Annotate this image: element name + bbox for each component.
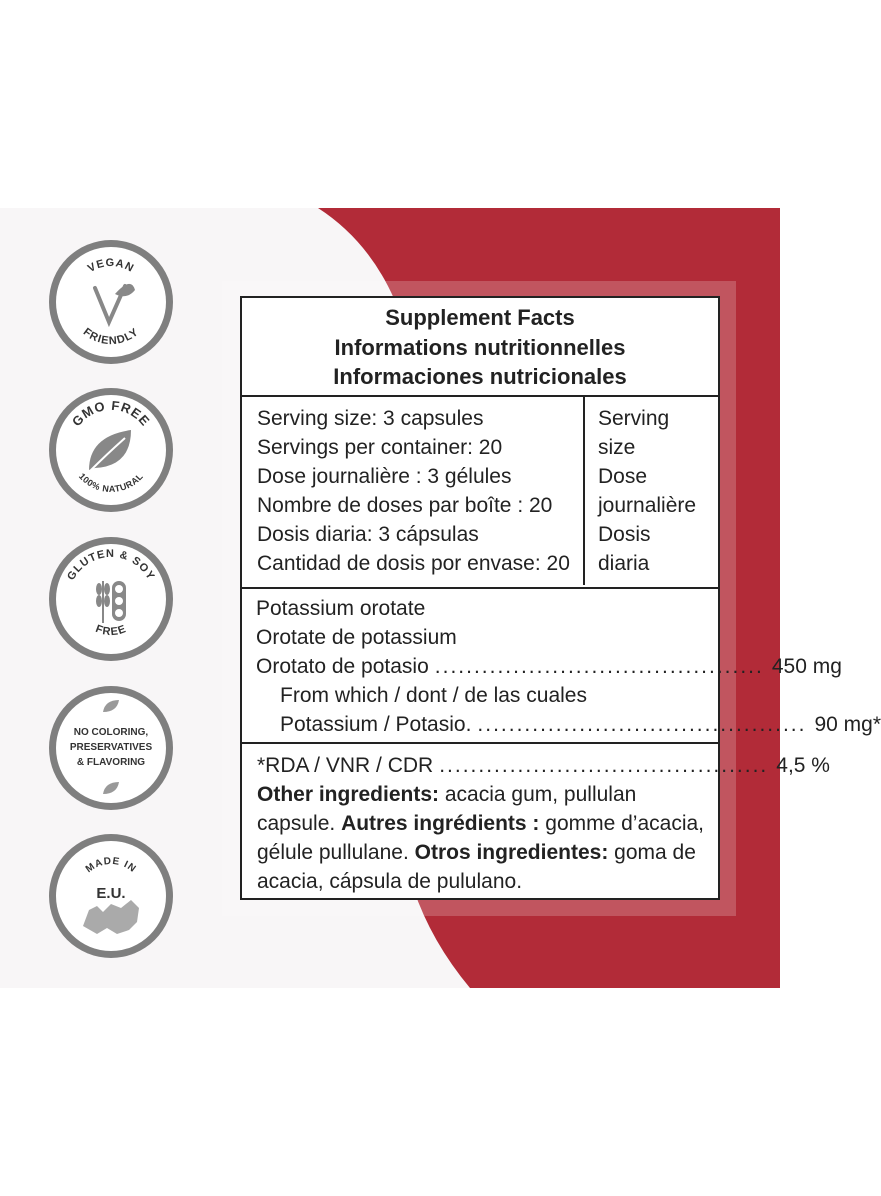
badge-text-bottom: 100% NATURAL bbox=[76, 471, 146, 495]
serving-right-line: Dose bbox=[598, 465, 648, 488]
footer-section bbox=[242, 744, 830, 896]
serving-right-line: journalière bbox=[598, 494, 697, 517]
badge-text-bottom: FRIENDLY bbox=[80, 325, 142, 348]
badge-text-bottom: FREE bbox=[93, 622, 129, 639]
serving-size-column bbox=[598, 404, 713, 578]
leader-dots: .......................................... bbox=[477, 713, 807, 736]
serving-section bbox=[242, 397, 718, 589]
badge-text-top: VEGAN bbox=[85, 256, 137, 275]
leader-dots: .......................................... bbox=[434, 655, 764, 678]
ingredient-name-fr: Orotate de potassium bbox=[256, 626, 457, 649]
potassium-row bbox=[256, 710, 881, 739]
badge-text-eu: E.U. bbox=[96, 885, 126, 902]
serving-info bbox=[257, 404, 583, 578]
title-fr: Informations nutritionnelles bbox=[334, 334, 626, 360]
other-label-en: Other ingredients: bbox=[257, 783, 440, 806]
badge-text-line1: NO COLORING, bbox=[73, 727, 149, 738]
other-ingredients bbox=[257, 780, 706, 896]
composition-section bbox=[242, 589, 881, 744]
title-en: Supplement Facts bbox=[385, 305, 575, 330]
serving-right-line: Dosis bbox=[598, 523, 651, 546]
badge-text-top: GLUTEN & SOY bbox=[65, 547, 157, 583]
ingredient-name-es: Orotato de potasio bbox=[256, 655, 429, 678]
from-which-label: From which / dont / de las cuales bbox=[280, 684, 587, 707]
serving-right-line: diaria bbox=[598, 552, 650, 575]
ingredient-amount: 450 mg bbox=[771, 655, 842, 678]
leader-dots: .......................................... bbox=[439, 754, 769, 777]
serving-right-line: size bbox=[598, 436, 636, 459]
other-text-fr: gomme d’acacia, gélule pullulane. bbox=[257, 812, 705, 864]
made-in-eu-badge bbox=[45, 830, 177, 962]
other-text-es: goma de acacia, cápsula de pululano. bbox=[257, 841, 696, 893]
title-es: Informaciones nutricionales bbox=[333, 364, 627, 389]
rda-label: *RDA / VNR / CDR bbox=[257, 754, 434, 777]
product-panel bbox=[0, 208, 881, 988]
serving-line: Servings per container: 20 bbox=[257, 436, 503, 459]
serving-line: Serving size: 3 capsules bbox=[257, 407, 484, 430]
badge-text-line3: & FLAVORING bbox=[76, 757, 146, 768]
serving-line: Cantidad de dosis por envase: 20 bbox=[257, 552, 570, 575]
ingredient-name-en: Potassium orotate bbox=[256, 597, 426, 620]
other-label-es: Otros ingredientes: bbox=[414, 841, 609, 864]
badge-text-top: MADE IN bbox=[83, 855, 139, 876]
column-divider bbox=[583, 397, 585, 585]
no-coloring-badge bbox=[45, 682, 177, 814]
other-text-en: acacia gum, pullulan capsule. bbox=[257, 783, 637, 835]
gluten-soy-free-badge bbox=[45, 533, 177, 665]
vegan-friendly-badge bbox=[45, 236, 177, 368]
rda-value: 4,5 % bbox=[776, 754, 830, 777]
badge-text-line2: PRESERVATIVES bbox=[69, 742, 153, 753]
ingredient-row bbox=[256, 652, 842, 681]
serving-line: Dosis diaria: 3 cápsulas bbox=[257, 523, 479, 546]
facts-header bbox=[242, 298, 718, 397]
potassium-amount: 90 mg* bbox=[814, 713, 881, 736]
potassium-label: Potassium / Potasio. bbox=[280, 713, 472, 736]
supplement-facts-table bbox=[240, 296, 881, 900]
serving-line: Dose journalière : 3 gélules bbox=[257, 465, 512, 488]
serving-right-line: Serving bbox=[598, 407, 670, 430]
rda-row bbox=[257, 751, 830, 780]
serving-line: Nombre de doses par boîte : 20 bbox=[257, 494, 553, 517]
gmo-free-badge bbox=[45, 384, 177, 516]
other-label-fr: Autres ingrédients : bbox=[341, 812, 540, 835]
badge-text-top: GMO FREE bbox=[68, 397, 154, 430]
